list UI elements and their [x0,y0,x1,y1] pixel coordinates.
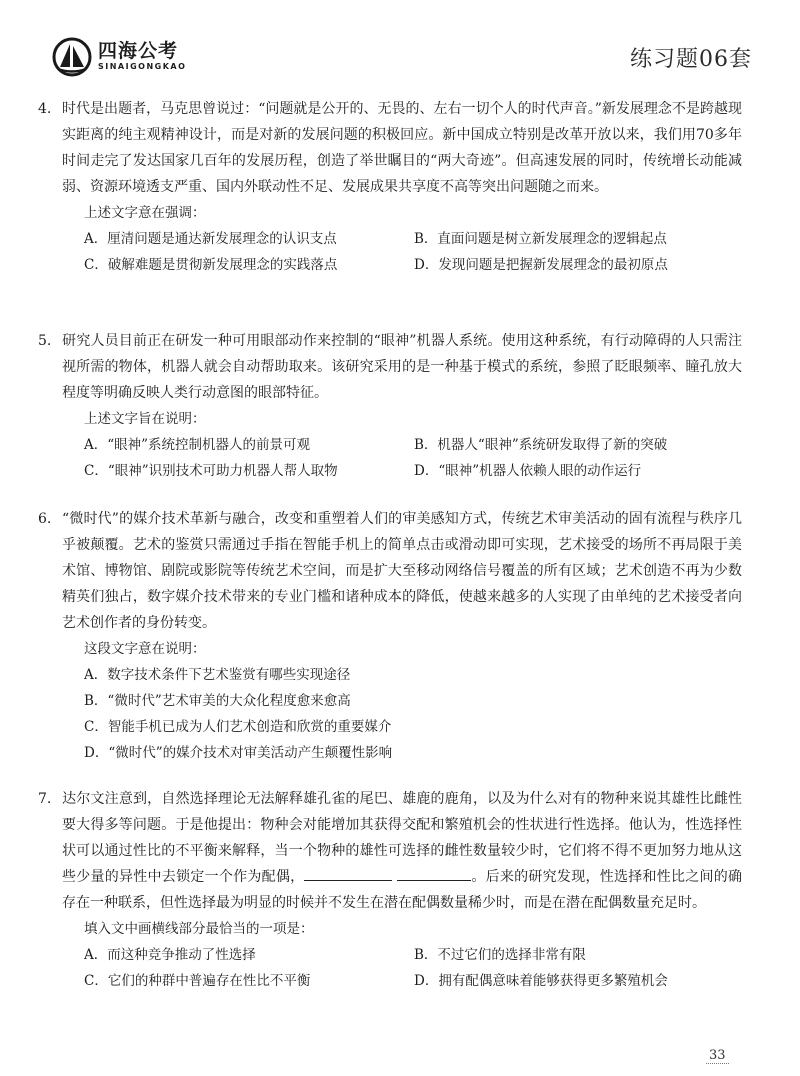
practice-set-title: 练习题06套 [630,47,752,72]
option-a[interactable]: A．“眼神”系统控制机器人的前景可观 [84,437,311,453]
logo-text [98,41,186,73]
page-number: 33 [706,1048,729,1064]
option-b[interactable]: B．直面问题是树立新发展理念的逻辑起点 [414,231,667,247]
question-prompt: 上述文字旨在说明： [84,411,206,427]
question-6 [38,506,742,766]
option-a[interactable]: A．厘清问题是通达新发展理念的认识支点 [84,231,337,247]
question-stem [38,328,742,406]
stem-text: 时代是出题者，马克思曾说过：“问题就是公开的、无畏的、左右一切个人的时代声音。”新发展理念不是跨越现实距离的纯主观精神设计，而是对新的发展问题的积极回应。新中国成立特别是改革开放以来，我们用70多年时间走完了发达国家几百年的发展历程，创造了举世瞩目的“两大奇迹”。但高速发展的同时，传统增长动能减弱、资源环境透支严重、国内外联动性不足、发展成果共享度不高等突出问题随之而来。 [62,101,742,195]
options [84,432,742,484]
option-d[interactable]: D．“眼神”机器人依赖人眼的动作运行 [414,463,642,479]
question-number: 6. [38,511,52,527]
option-c[interactable]: C．智能手机已成为人们艺术创造和欣赏的重要媒介 [84,719,392,735]
question-prompt: 这段文字意在说明： [84,641,206,657]
logo-subtitle: SINAIGONGKAO [98,62,187,71]
question-stem [38,786,743,916]
logo-name: 四海公考 [98,40,179,62]
page-header [52,36,752,84]
options [84,662,742,766]
stem-text-after-blank: 后来的研究发现，性选择和性比之间的确存在一种联系，但性选择最为明显的时候并不发生在潜在配偶数量稀少时，而是在潜在配偶数量充足时。 [62,869,743,911]
question-prompt: 上述文字意在强调： [84,205,206,221]
options [84,226,742,278]
option-a[interactable]: A．而这种竞争推动了性选择 [84,947,256,963]
options [84,942,742,994]
option-b[interactable]: B．不过它们的选择非常有限 [414,947,586,963]
option-d[interactable]: D．“微时代”的媒介技术对审美活动产生颠覆性影响 [84,745,393,761]
sailboat-logo-icon [52,37,92,77]
question-4 [38,96,742,278]
option-b[interactable]: B．“微时代”艺术审美的大众化程度愈来愈高 [84,693,351,709]
stem-end-mark: 。 [471,869,486,885]
question-number: 5. [38,333,52,349]
fill-blank-line [304,868,392,881]
question-stem [38,96,742,200]
option-c[interactable]: C．破解难题是贯彻新发展理念的实践落点 [84,257,338,273]
question-7 [38,786,743,994]
question-prompt: 填入文中画横线部分最恰当的一项是： [84,921,314,937]
option-c[interactable]: C．它们的种群中普遍存在性比不平衡 [84,973,311,989]
question-5 [38,328,742,484]
stem-text: 研究人员目前正在研发一种可用眼部动作来控制的“眼神”机器人系统。使用这种系统，有行动障碍的人只需注视所需的物体，机器人就会自动帮助取来。该研究采用的是一种基于模式的系统，参照了眨眼频率、瞳孔放大程度等明确反映人类行动意图的眼部特征。 [62,333,742,401]
option-d[interactable]: D．发现问题是把握新发展理念的最初原点 [414,257,668,273]
question-number: 4. [38,101,52,117]
question-stem [38,506,742,636]
option-b[interactable]: B．机器人“眼神”系统研发取得了新的突破 [414,437,668,453]
option-d[interactable]: D．拥有配偶意味着能够获得更多繁殖机会 [414,973,668,989]
stem-text: “微时代”的媒介技术革新与融合，改变和重塑着人们的审美感知方式，传统艺术审美活动的固有流程与秩序几乎被颠覆。艺术的鉴赏只需通过手指在智能手机上的简单点击或滑动即可实现，艺术接受的场所不再局限于美术馆、博物馆、剧院或影院等传统艺术空间，而是扩大至移动网络信号覆盖的所有区域；艺术创造不再为少数精英们独占，数字媒介技术带来的专业门槛和诸种成本的降低，使越来越多的人实现了由单纯的艺术接受者向艺术创作者的身份转变。 [62,511,742,631]
option-a[interactable]: A．数字技术条件下艺术鉴赏有哪些实现途径 [84,667,351,683]
option-c[interactable]: C．“眼神”识别技术可助力机器人帮人取物 [84,463,338,479]
question-number: 7. [38,791,52,807]
fill-blank-line [397,868,471,881]
brand-logo [52,36,186,78]
stem-text-before-blank: 达尔文注意到，自然选择理论无法解释雄孔雀的尾巴、雄鹿的鹿角，以及为什么对有的物种来说其雄性比雌性要大得多等问题。于是他提出：物种会对能增加其获得交配和繁殖机会的性状进行性选择。他认为，性选择性状可以通过性比的不平衡来解释，当一个物种的雄性可选择的雌性数量较少时，它们将不得不更加努力地从这些少量的异性中去锁定一个作为配偶， [62,791,742,885]
